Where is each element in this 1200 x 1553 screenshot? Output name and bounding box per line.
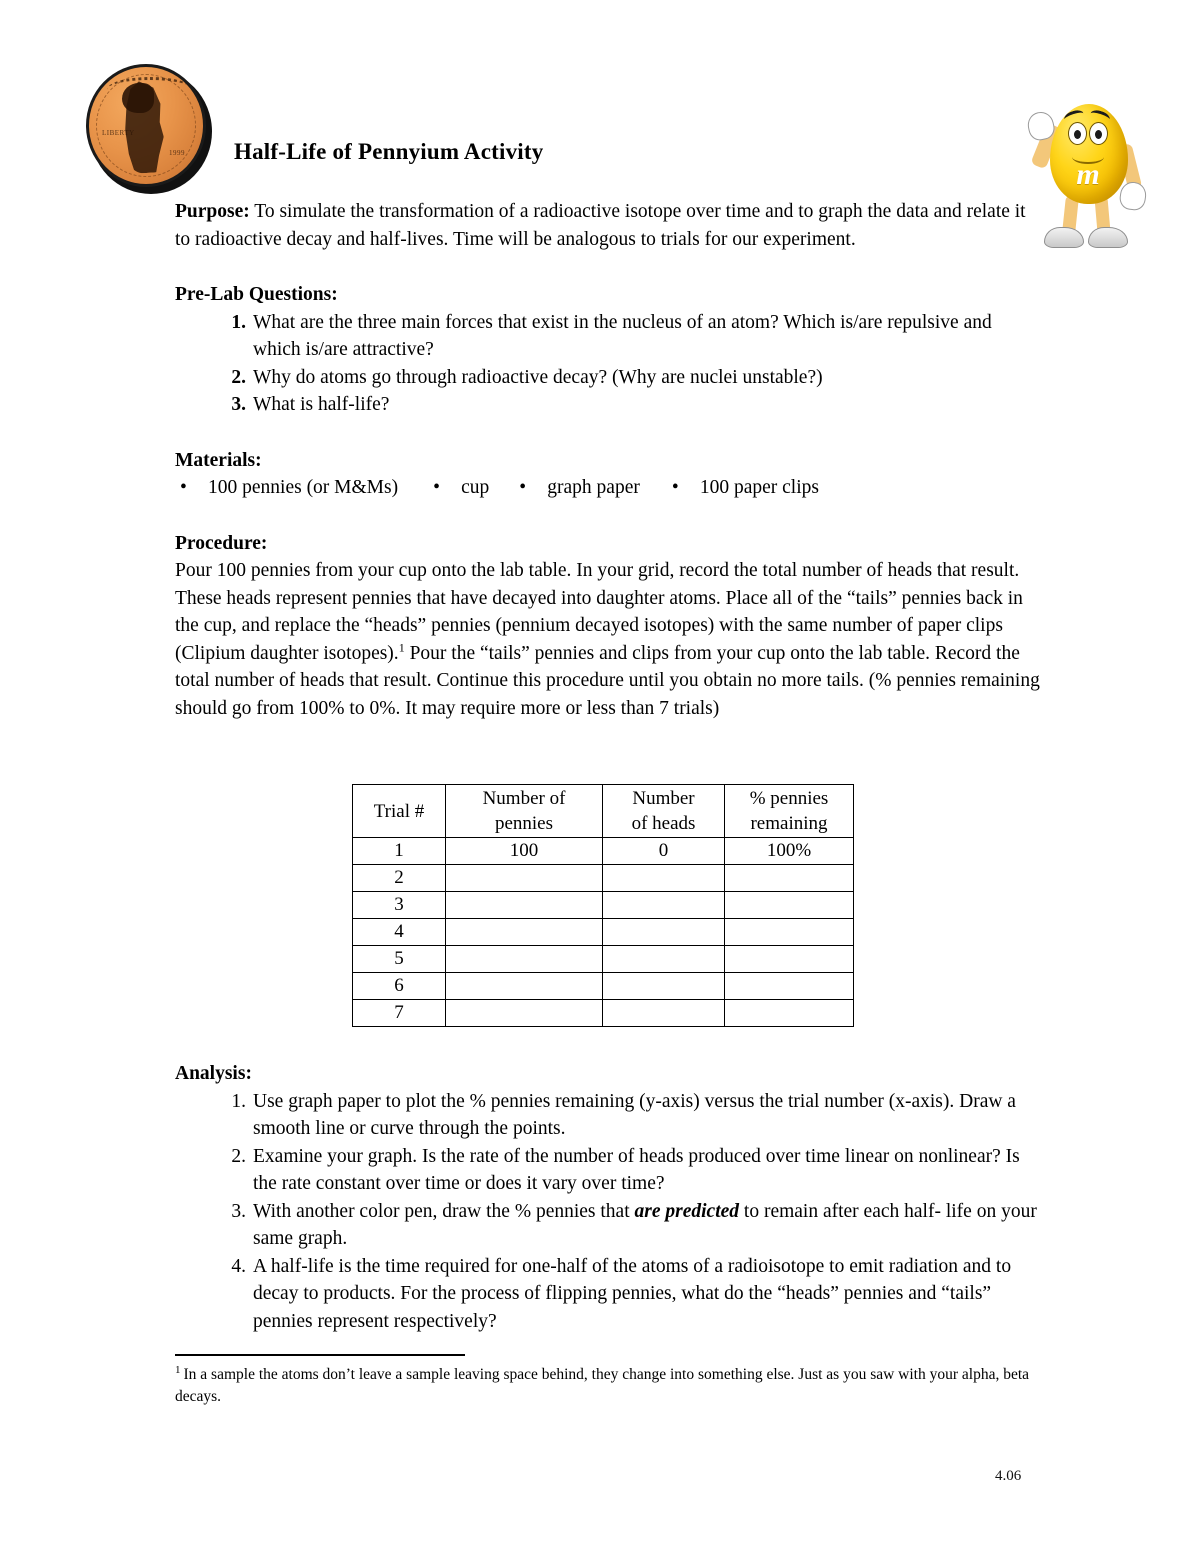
table-row [353, 838, 854, 865]
cell-trial: 4 [353, 919, 446, 946]
purpose-paragraph [175, 198, 1040, 253]
page-footer-label: 4.06 [995, 1468, 1022, 1484]
list-number: 2. [231, 1145, 246, 1167]
prelab-question-item [175, 364, 1040, 392]
cell-percent[interactable] [725, 919, 854, 946]
list-number: 3. [231, 1200, 246, 1222]
cell-pennies[interactable] [446, 973, 603, 1000]
header-line-2: pennies [494, 813, 554, 834]
table-header-row [353, 785, 854, 838]
mascot-right-pupil [1095, 130, 1102, 139]
list-number: 2. [231, 366, 246, 388]
penny-face [86, 64, 206, 187]
cell-heads[interactable]: 0 [603, 838, 725, 865]
bullet-icon: • [180, 477, 187, 498]
header-line-1: Trial # [373, 800, 425, 822]
material-label: cup [461, 477, 490, 498]
mascot-left-pupil [1074, 130, 1081, 139]
list-text: Use graph paper to plot the % pennies remaining (y-axis) versus the trial number (x-axis). Draw a smooth line or curve through the points. [253, 1090, 1016, 1139]
material-item [672, 474, 819, 502]
materials-heading: Materials: [175, 449, 262, 471]
table-body [353, 838, 854, 1027]
spacer [175, 502, 1040, 530]
table-row [353, 865, 854, 892]
cell-trial: 3 [353, 892, 446, 919]
column-header-pennies [446, 785, 603, 838]
procedure-heading: Procedure: [175, 532, 268, 554]
cell-percent[interactable] [725, 1000, 854, 1027]
list-text: Examine your graph. Is the rate of the number of heads produced over time linear on nonlinear? Is the rate constant over time or does it vary over time? [253, 1145, 1020, 1194]
analysis-item [175, 1088, 1040, 1143]
penny-coin-icon [84, 62, 218, 198]
material-item [180, 474, 398, 502]
footnote-separator [175, 1354, 465, 1356]
trial-data-table [352, 784, 854, 1027]
mascot-m-letter: m [1076, 158, 1100, 191]
column-header-trial [353, 785, 446, 838]
list-text-before: With another color pen, draw the % pennies that [253, 1200, 635, 1222]
cell-pennies[interactable]: 100 [446, 838, 603, 865]
column-header-percent [725, 785, 854, 838]
cell-heads[interactable] [603, 919, 725, 946]
purpose-text: To simulate the transformation of a radioactive isotope over time and to graph the data and relate it to radioactive decay and half-lives. Time will be analogous to trials for our experiment. [175, 201, 1026, 250]
table-row [353, 973, 854, 1000]
cell-percent[interactable] [725, 946, 854, 973]
cell-trial: 5 [353, 946, 446, 973]
analysis-list [175, 1088, 1040, 1336]
spacer [175, 419, 1040, 447]
header-line-2: of heads [631, 813, 696, 834]
material-item [433, 474, 489, 502]
prelab-heading: Pre-Lab Questions: [175, 284, 338, 305]
spacer [175, 253, 1040, 281]
list-text: A half-life is the time required for one-half of the atoms of a radioisotope to emit radiation and to decay to products. For the process of flipping pennies, what do the “heads” pennies and “tails” pennies represent respectively? [253, 1255, 1012, 1332]
table-row [353, 1000, 854, 1027]
prelab-question-item [175, 309, 1040, 364]
list-text: What is half-life? [253, 394, 390, 415]
header-line-2: remaining [750, 813, 828, 834]
cell-heads[interactable] [603, 1000, 725, 1027]
list-number: 3. [231, 394, 246, 415]
material-label: graph paper [547, 477, 640, 498]
header-line-1: % pennies [749, 788, 829, 809]
analysis-section [175, 1060, 1040, 1335]
emphasized-text: are predicted [634, 1200, 740, 1222]
procedure-text-part1: Pour 100 pennies from your cup onto the lab table. In your grid, record the total number of heads that result. These heads represent pennies that have decayed into daughter atoms. Place all of the “tails” pennies back in the cup, and replace the “heads” pennies (pennium decayed isotopes) with the same number of paper clips (Clipium daughter isotopes). [175, 560, 1023, 664]
analysis-heading: Analysis: [175, 1063, 252, 1084]
cell-heads[interactable] [603, 946, 725, 973]
header-line-1: Number [632, 788, 695, 809]
document-body [175, 198, 1040, 722]
cell-pennies[interactable] [446, 1000, 603, 1027]
mascot-right-shoe [1088, 227, 1128, 248]
column-header-heads [603, 785, 725, 838]
analysis-item [175, 1253, 1040, 1336]
footnote-block [175, 1364, 1055, 1408]
mascot-left-shoe [1044, 227, 1084, 248]
table-row [353, 892, 854, 919]
materials-list [175, 474, 1040, 502]
cell-heads[interactable] [603, 973, 725, 1000]
cell-trial: 1 [353, 838, 446, 865]
cell-pennies[interactable] [446, 946, 603, 973]
footnote-text: In a sample the atoms don’t leave a sample leaving space behind, they change into something else. Just as you saw with your alpha, beta decays. [175, 1366, 1030, 1405]
procedure-text-part2: Pour the “tails” pennies and clips from your cup onto the lab table. Record the total number of heads that result. Continue this procedure until you obtain no more tails. (% pennies remaining should go from 100% to 0%. It may require more or less than 7 trials) [175, 642, 1040, 719]
penny-year-text: 1999 [169, 149, 185, 157]
bullet-icon: • [433, 477, 440, 498]
list-text-after: to remain after each half- life on your same graph. [253, 1200, 1037, 1249]
page-title: Half-Life of Pennyium Activity [234, 139, 544, 164]
cell-trial: 2 [353, 865, 446, 892]
bullet-icon: • [671, 477, 679, 498]
list-text: Why do atoms go through radioactive decay? (Why are nuclei unstable?) [253, 366, 823, 388]
cell-percent[interactable] [725, 865, 854, 892]
table-header [353, 785, 854, 838]
analysis-item [175, 1143, 1040, 1198]
list-number: 1. [231, 311, 246, 333]
list-text: What are the three main forces that exist in the nucleus of an atom? Which is/are repulsive and which is/are attractive? [253, 311, 992, 360]
cell-trial: 6 [353, 973, 446, 1000]
table-row [353, 946, 854, 973]
cell-percent[interactable] [725, 973, 854, 1000]
list-number: 1. [231, 1090, 246, 1112]
procedure-paragraph [175, 557, 1040, 722]
cell-percent[interactable] [725, 892, 854, 919]
footnote-reference-marker: 1 [398, 640, 405, 654]
mascot-right-glove [1118, 180, 1148, 211]
cell-pennies[interactable] [446, 919, 603, 946]
bullet-icon: • [519, 477, 527, 498]
purpose-label: Purpose: [175, 201, 250, 222]
cell-heads[interactable] [603, 865, 725, 892]
prelab-question-item [175, 391, 1040, 419]
cell-pennies[interactable] [446, 865, 603, 892]
material-label: 100 pennies (or M&Ms) [208, 477, 399, 498]
header-line-1: Number of [482, 788, 566, 809]
material-item [519, 474, 640, 502]
cell-pennies[interactable] [446, 892, 603, 919]
cell-heads[interactable] [603, 892, 725, 919]
list-number: 4. [231, 1255, 246, 1277]
penny-liberty-text: LIBERTY [102, 129, 135, 137]
cell-trial: 7 [353, 1000, 446, 1027]
cell-percent[interactable]: 100% [725, 838, 854, 865]
analysis-item [175, 1198, 1040, 1253]
table-row [353, 919, 854, 946]
prelab-question-list [175, 309, 1040, 419]
footnote-marker: 1 [175, 1363, 181, 1376]
material-label: 100 paper clips [699, 477, 819, 498]
